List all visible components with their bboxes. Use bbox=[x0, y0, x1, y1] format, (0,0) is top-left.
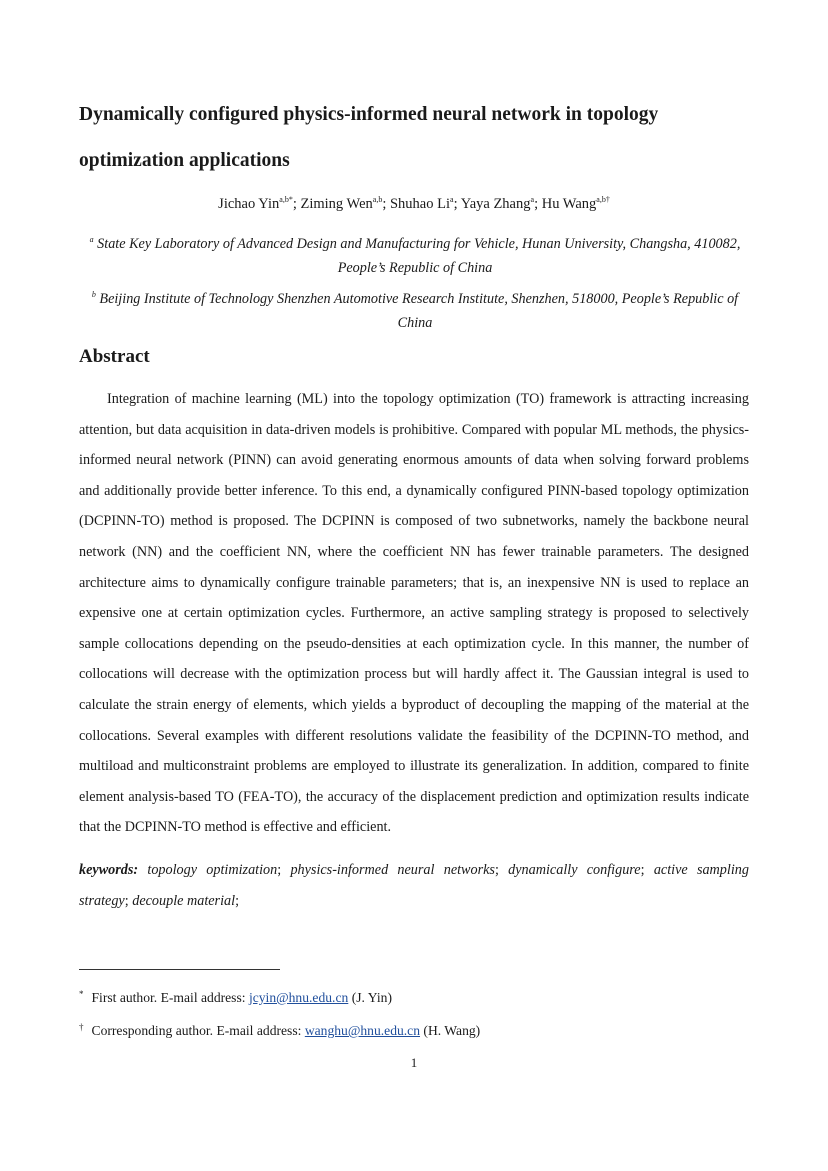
page-number: 1 bbox=[410, 1055, 418, 1070]
affiliation-b bbox=[79, 283, 751, 335]
keywords-label: keywords: bbox=[79, 862, 139, 878]
affiliation-mark: a bbox=[89, 235, 94, 244]
author: Jichao Yin$^{a,b*}$; bbox=[218, 195, 301, 212]
footnote-corresponding-author bbox=[79, 1022, 480, 1039]
author-list bbox=[0, 195, 828, 213]
footnote-text: Corresponding author. E-mail address: bbox=[91, 1023, 305, 1038]
keyword: active sampling strategy bbox=[79, 862, 749, 909]
footnote-suffix: (H. Wang) bbox=[420, 1023, 481, 1038]
author: Ziming Wen$^{a,b}$; bbox=[300, 195, 390, 212]
footnote-text: First author. E-mail address: bbox=[91, 990, 249, 1005]
keywords: keywords: topology optimization; physics-informed neural networks; dynamically configure; active sampling strategy; decouple material; bbox=[79, 862, 749, 909]
affiliation-mark: b bbox=[91, 290, 96, 299]
keyword: decouple material bbox=[132, 892, 236, 909]
abstract-text: Integration of machine learning (ML) into the topology optimization (TO) framework is attracting increasing attention, but data acquisition in data-driven models is prohibitive. Compared with popular ML methods, the physics-informed neural network (PINN) can avoid generating enormous amounts of data when solving forward problems and additionally provide better inference. To this end, a dynamically configured PINN-based topology optimization (DCPINN-TO) method is proposed. The DCPINN is composed of two subnetworks, namely the backbone neural network (NN) and the coefficient NN, where the coefficient NN has fewer trainable parameters. The designed architecture aims to dynamically configure trainable parameters; that is, an inexpensive NN is used to replace an expensive one at certain optimization cycles. Furthermore, an active sampling strategy is proposed to selectively sample collocations depending on the pseudo-densities at each optimization cycle. In this manner, the number of collocations will decrease with the optimization process but will hardly affect it. The Gaussian integral is used to calculate the strain energy of elements, which yields a byproduct of decoupling the mapping of the material at the collocations. Several examples with different resolutions validate the feasibility of the DCPINN-TO method, and multiload and multiconstraint problems are employed to illustrate its generalization. In addition, compared to finite element analysis-based TO (FEA-TO), the accuracy of the displacement prediction and optimization results indicate that the DCPINN-TO method is effective and efficient. bbox=[79, 391, 749, 836]
keyword: topology optimization bbox=[147, 862, 278, 878]
footnote-mark: * bbox=[79, 989, 84, 999]
footnote-mark: † bbox=[79, 1022, 84, 1032]
affiliation-text: State Key Laboratory of Advanced Design and Manufacturing for Vehicle, Hunan University, Changsha, 410082, People’s Republic of China bbox=[97, 236, 741, 276]
author: Hu Wang$^{a,b\dagger}$ bbox=[541, 195, 610, 212]
footnote-suffix: (J. Yin) bbox=[348, 990, 392, 1005]
author: Shuhao Li$^a$; bbox=[389, 195, 461, 212]
abstract-heading: Abstract bbox=[79, 346, 150, 367]
footnote-first-author bbox=[79, 989, 392, 1006]
keyword: dynamically configure bbox=[508, 862, 641, 878]
author: Yaya Zhang$^a$; bbox=[460, 195, 542, 212]
paper-title: Dynamically configured physics-informed neural network in topology optimization applications bbox=[79, 104, 659, 171]
email-link[interactable]: jcyin@hnu.edu.cn bbox=[248, 990, 349, 1005]
affiliation-text: Beijing Institute of Technology Shenzhen Automotive Research Institute, Shenzhen, 518000, People’s Republic of China bbox=[99, 291, 739, 331]
email-link[interactable]: wanghu@hnu.edu.cn bbox=[304, 1023, 421, 1038]
keyword: physics-informed neural networks bbox=[290, 862, 495, 878]
footnote-divider bbox=[79, 969, 280, 970]
affiliation-a bbox=[79, 228, 751, 280]
